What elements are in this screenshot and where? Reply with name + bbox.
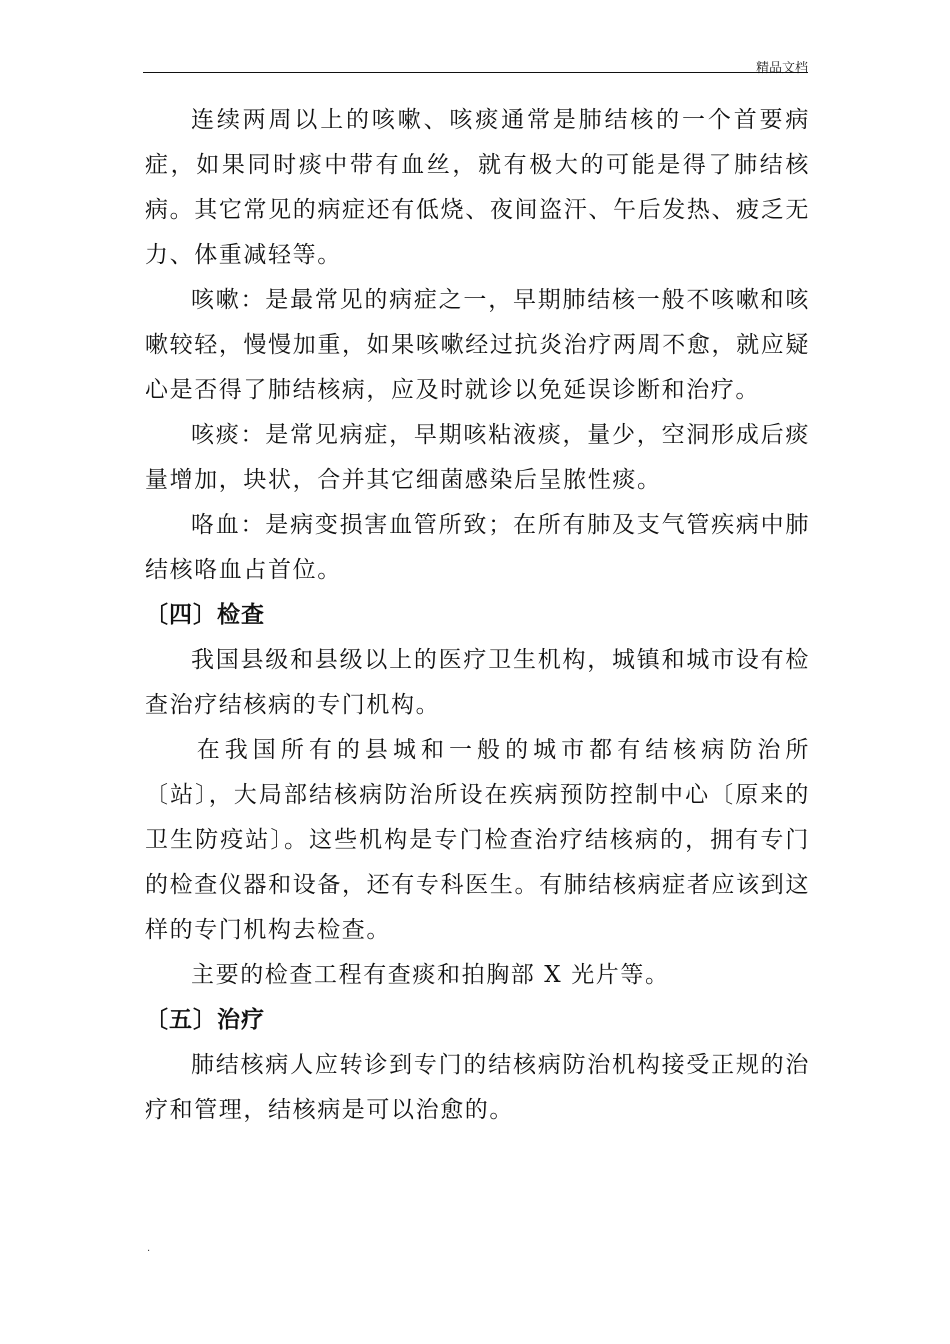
header-rule bbox=[143, 72, 808, 73]
section-heading-treatment: 〔五〕治疗 bbox=[145, 1007, 265, 1033]
header-label: 精品文档 bbox=[755, 61, 808, 76]
paragraph-symptoms-intro: 连续两周以上的咳嗽、咳痰通常是肺结核的一个首要病症，如果同时痰中带有血丝，就有极大的可能是得了肺结核病。其它常见的病症还有低烧、夜间盗汗、午后发热、疲乏无力、体重减轻等。 bbox=[145, 107, 810, 268]
document-body bbox=[145, 98, 810, 1133]
paragraph-hemoptysis: 咯血：是病变损害血管所致；在所有肺及支气管疾病中肺结核咯血占首位。 bbox=[145, 512, 810, 583]
paragraph-exam-items: 主要的检查工程有查痰和拍胸部 X 光片等。 bbox=[191, 962, 670, 988]
paragraph-treatment: 肺结核病人应转诊到专门的结核病防治机构接受正规的治疗和管理，结核病是可以治愈的。 bbox=[145, 1052, 810, 1123]
paragraph-cough: 咳嗽：是最常见的病症之一，早期肺结核一般不咳嗽和咳嗽较轻，慢慢加重，如果咳嗽经过抗炎治疗两周不愈，就应疑心是否得了肺结核病，应及时就诊以免延误诊断和治疗。 bbox=[145, 287, 810, 403]
paragraph-institutions: 我国县级和县级以上的医疗卫生机构，城镇和城市设有检查治疗结核病的专门机构。 bbox=[145, 647, 810, 718]
section-heading-examination: 〔四〕检查 bbox=[145, 602, 265, 628]
paragraph-tb-clinics: 在我国所有的县城和一般的城市都有结核病防治所〔站〕，大局部结核病防治所设在疾病预防控制中心〔原来的卫生防疫站〕。这些机构是专门检查治疗结核病的，拥有专门的检查仪器和设备，还有专科医生。有肺结核病症者应该到这样的专门机构去检查。 bbox=[145, 737, 810, 943]
paragraph-sputum: 咳痰：是常见病症，早期咳粘液痰，量少，空洞形成后痰量增加，块状，合并其它细菌感染后呈脓性痰。 bbox=[145, 422, 810, 493]
footer-mark: . bbox=[147, 1243, 151, 1254]
